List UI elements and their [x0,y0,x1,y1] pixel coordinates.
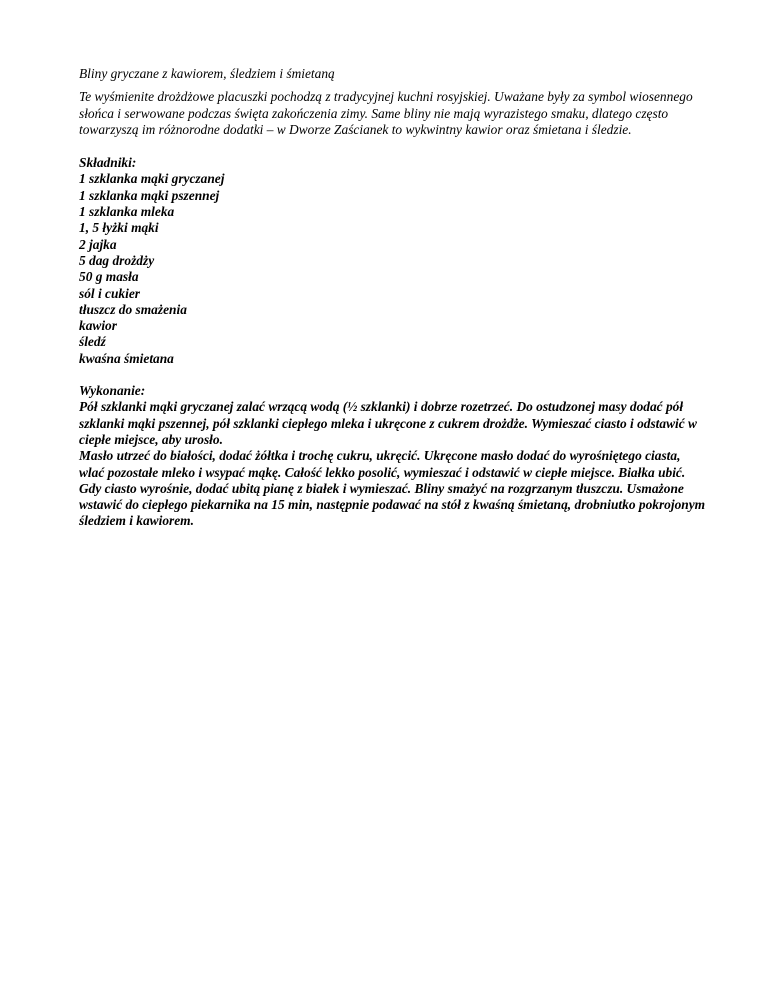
method-heading: Wykonanie: [79,383,146,399]
ingredient-item: 1 szklanka mąki pszennej [79,187,220,203]
ingredient-item: 50 g masła [79,269,139,285]
document-page [79,66,709,530]
method-paragraph: Masło utrzeć do białości, dodać żółtka i trochę cukru, ukręcić. Ukręcone masło dodać do wyrośniętego ciasta, wlać pozostałe mleko i wsypać mąkę. Całość lekko posolić, wymieszać i odstawić w ciepłe miejsce. Białka ubić. Gdy ciasto wyrośnie, dodać ubitą pianę z białek i wymieszać. Bliny smażyć na rozgrzanym tłuszczu. Usmażone wstawić do ciepłego piekarnika na 15 min, następnie podawać na stół z kwaśną śmietaną, drobniutko pokrojonym śledziem i kawiorem. [79,448,706,529]
ingredient-item: sól i cukier [79,285,141,301]
ingredient-item: 1, 5 łyżki mąki [79,220,159,236]
ingredient-item: kawior [79,318,117,334]
ingredient-item: 5 dag drożdży [79,252,155,268]
ingredient-item: śledź [79,334,106,350]
ingredient-item: 1 szklanka mleka [79,204,175,220]
method-section [79,383,709,530]
ingredients-section [79,155,709,367]
ingredient-item: kwaśna śmietana [79,350,174,366]
ingredient-item: 2 jajka [79,236,117,252]
ingredients-heading: Składniki: [79,155,137,171]
recipe-intro: Te wyśmienite drożdżowe placuszki pochodzą z tradycyjnej kuchni rosyjskiej. Uważane były za symbol wiosennego słońca i serwowane podczas święta zakończenia zimy. Same bliny nie mają wyrazistego smaku, dlatego często towarzyszą im różnorodne dodatki – w Dworze Zaścianek to wykwintny kawior oraz śmietana i śledzie. [79,89,693,137]
recipe-title: Bliny gryczane z kawiorem, śledziem i śmietaną [79,66,335,81]
method-paragraph: Pół szklanki mąki gryczanej zalać wrzącą wodą (½ szklanki) i dobrze rozetrzeć. Do ostudzonej masy dodać pół szklanki mąki pszennej, pół szklanki ciepłego mleka i ukręcone z cukrem drożdże. Wymieszać ciasto i odstawić w ciepłe miejsce, aby urosło. [79,399,697,447]
ingredient-item: 1 szklanka mąki gryczanej [79,171,225,187]
ingredient-item: tłuszcz do smażenia [79,301,187,317]
ingredients-list [79,171,709,367]
